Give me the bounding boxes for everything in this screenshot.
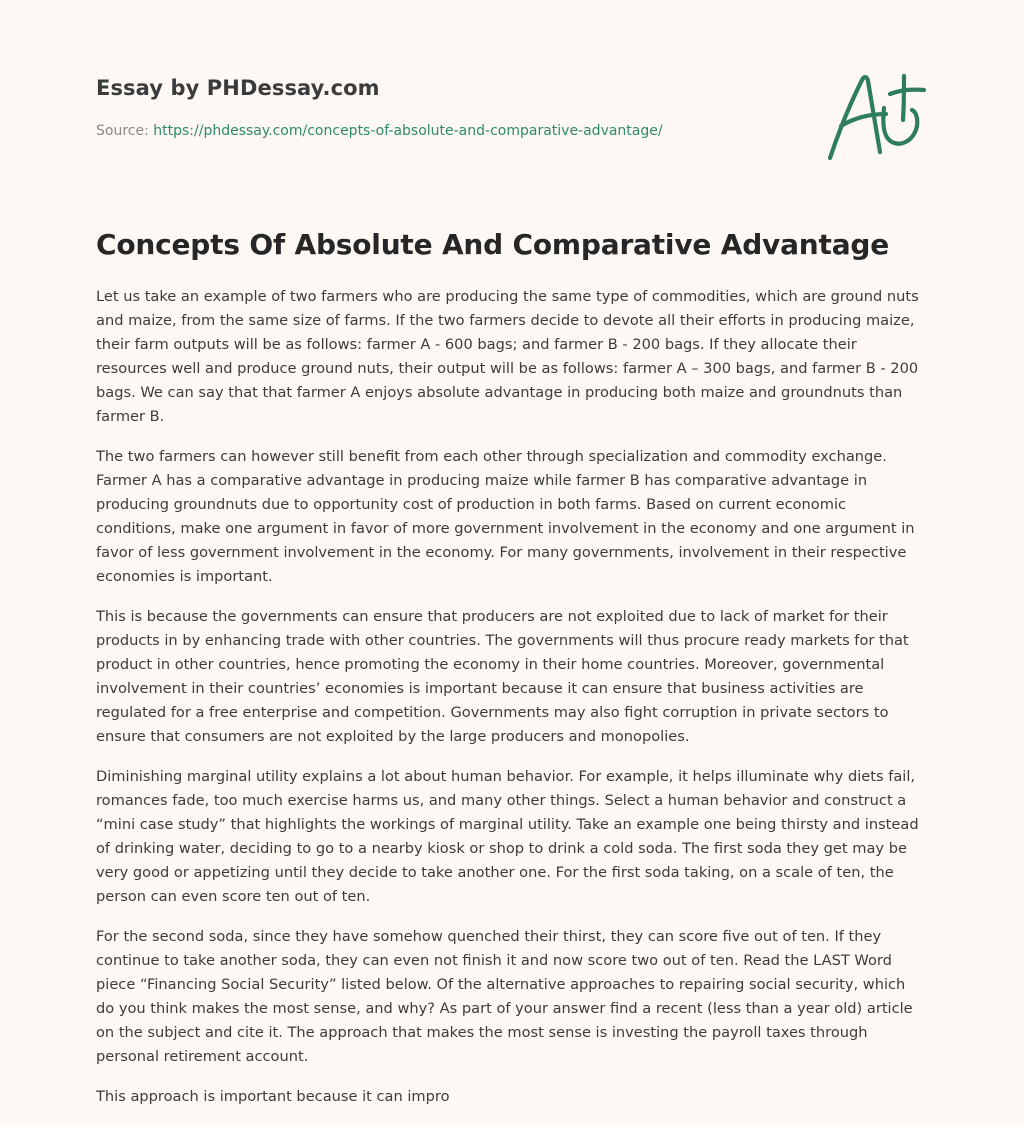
paragraph: The two farmers can however still benefit from each other through specialization and commodity exchange. Farmer A has a comparative advantage in producing maize while farmer B has comparative advantage in producing groundnuts due to opportunity cost of production in both farms. Based on current economic conditions, make one argument in favor of more government involvement in the economy and one argument in favor of less government involvement in the economy. For many governments, involvement in their respective economies is important.	[96, 448, 915, 585]
source-link[interactable]: https://phdessay.com/concepts-of-absolute-and-comparative-advantage/	[153, 123, 663, 139]
article-body	[96, 285, 928, 1125]
page-header	[96, 0, 928, 190]
paragraph: This approach is important because it can impro	[96, 1088, 450, 1105]
paragraph: Diminishing marginal utility explains a lot about human behavior. For example, it helps illuminate why diets fail, romances fade, too much exercise harms us, and many other things. Select a human behavior and construct a “mini case study” that highlights the workings of marginal utility. Take an example one being thirsty and instead of drinking water, deciding to go to a nearby kiosk or shop to drink a cold soda. The first soda they get may be very good or appetizing until they decide to take another one. For the first soda taking, on a scale of ten, the person can even score ten out of ten.	[96, 768, 919, 905]
article-title: Concepts Of Absolute And Comparative Advantage	[96, 228, 890, 261]
paragraph: Let us take an example of two farmers who are producing the same type of commodities, which are ground nuts and maize, from the same size of farms. If the two farmers decide to devote all their efforts in producing maize, their farm outputs will be as follows: farmer A - 600 bags; and farmer B - 200 bags. If they allocate their resources well and produce ground nuts, their output will be as follows: farmer A – 300 bags, and farmer B - 200 bags. We can say that that farmer A enjoys absolute advantage in producing both maize and groundnuts than farmer B.	[96, 288, 919, 425]
site-name: Essay by PHDessay.com	[96, 76, 380, 100]
paragraph: For the second soda, since they have somehow quenched their thirst, they can score five out of ten. If they continue to take another soda, they can even not finish it and now score two out of ten. Read the LAST Word piece “Financing Social Security” listed below. Of the alternative approaches to repairing social security, which do you think makes the most sense, and why? As part of your answer find a recent (less than a year old) article on the subject and cite it. The approach that makes the most sense is investing the payroll taxes through personal retirement account.	[96, 928, 913, 1065]
source-line	[96, 123, 663, 139]
paragraph: This is because the governments can ensure that producers are not exploited due to lack of market for their products in by enhancing trade with other countries. The governments will thus procure ready markets for that product in other countries, hence promoting the economy in their home countries. Moreover, governmental involvement in their countries’ economies is important because it can ensure that business activities are regulated for a free enterprise and competition. Governments may also fight corruption in private sectors to ensure that consumers are not exploited by the large producers and monopolies.	[96, 608, 909, 745]
a-plus-logo	[824, 68, 928, 164]
source-label: Source:	[96, 123, 149, 139]
